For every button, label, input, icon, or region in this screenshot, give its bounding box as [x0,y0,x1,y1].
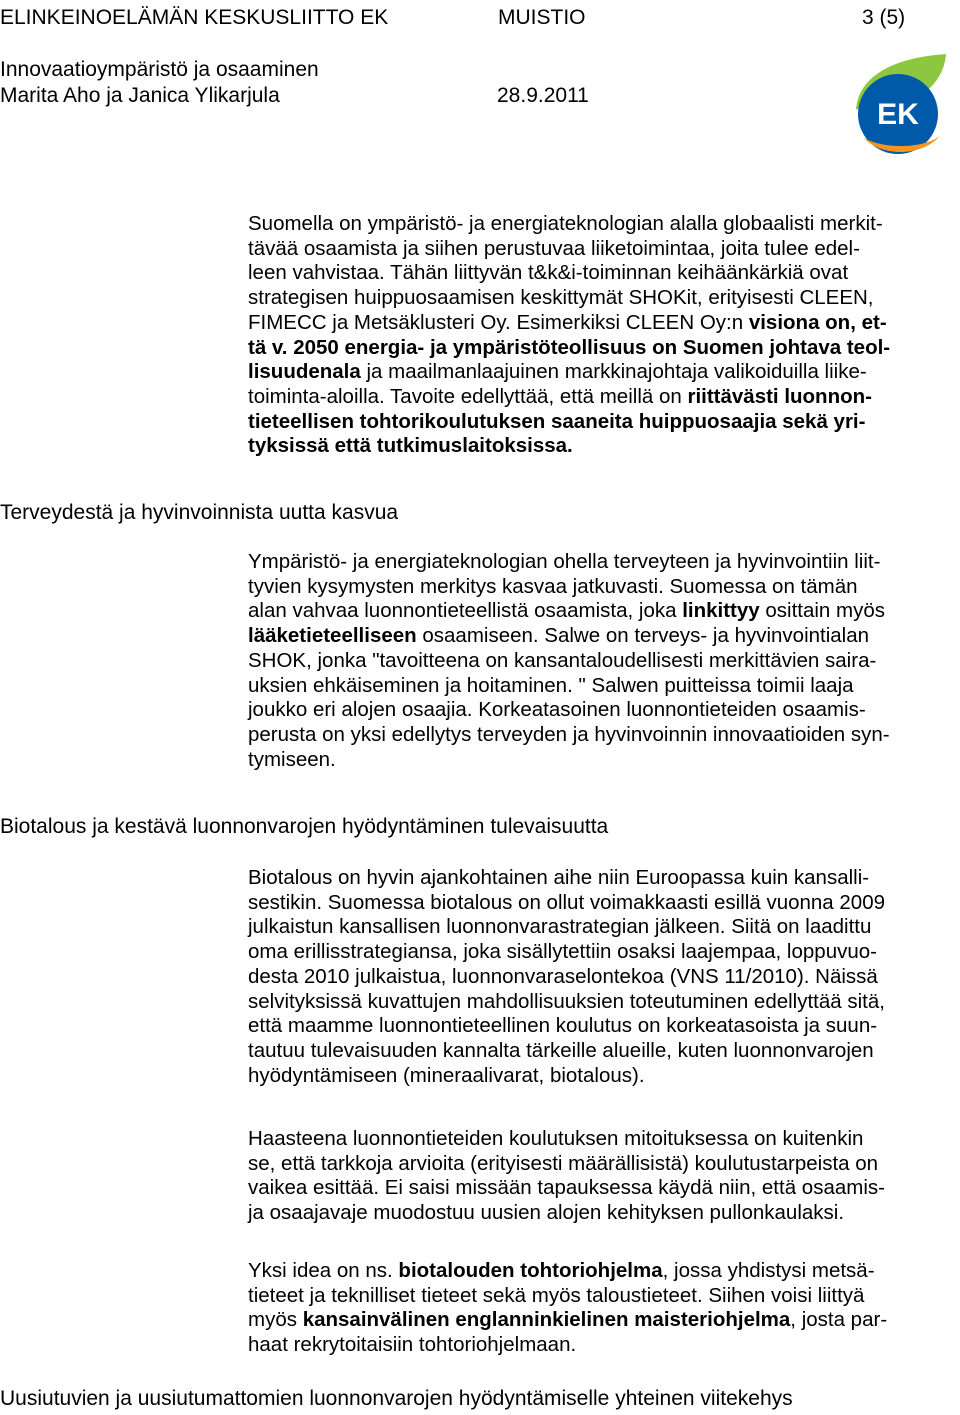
authors: Marita Aho ja Janica Ylikarjula [0,84,280,107]
document-type: MUISTIO [498,6,586,29]
ek-logo [850,52,950,160]
document-date: 28.9.2011 [497,84,589,107]
paragraph-health: Ympäristö- ja energiateknologian ohella terveyteen ja hyvinvointiin liit- tyvien kysymysten merkitys kasvaa jatkuvasti. Suomessa on tämän alan vahvaa luonnontieteellistä osaamista, joka linkittyy osittain myös lääketieteelliseen osaamiseen. Salwe on terveys- ja hyvinvointialan SHOK, jonka "tavoitteena on kansantaloudellisesti merkittävien saira- uksien ehkäiseminen ja hoitaminen. " Salwen puitteissa toimii laaja joukko eri alojen osaajia. Korkeatasoinen luonnontieteiden osaamis- perusta on yksi edellytys terveyden ja hyvinvoinnin innovaatioiden syn- tymiseen. [248,550,890,771]
unit-name: Innovaatioympäristö ja osaaminen [0,58,319,81]
paragraph-cleantech: Suomella on ympäristö- ja energiateknologian alalla globaalisti merkit- tävää osaamista ja siihen perustuvaa liiketoimintaa, joita tulee edel- leen vahvistaa. Tähän liittyvän t&k&i-toiminnan keihäänkärkiä ovat strategisen huippuosaamisen keskittymät SHOKit, erityisesti CLEEN, FIMECC ja Metsäklusteri Oy. Esimerkiksi CLEEN Oy:n visiona on, et- tä v. 2050 energia- ja ympäristöteollisuus on Suomen johtava teol- lisuudenala ja maailmanlaajuinen markkinajohtaja valikoiduilla liike- toiminta-aloilla. Tavoite edellyttää, että meillä on riittävästi luonnon- tieteellisen tohtorikoulutuksen saaneita huippuosaajia sekä yri- tyksissä että tutkimuslaitoksissa. [248,212,891,458]
paragraph-bioeconomy: Biotalous on hyvin ajankohtainen aihe niin Euroopassa kuin kansalli- sestikin. Suomessa biotalous on ollut voimakkaasti esillä vuonna 2009 julkaistun kansallisen luonnonvarastrategian jälkeen. Siitä on laadittu oma erillisstrategiansa, joka sisällytettiin osaksi laajempaa, loppuvuo- desta 2010 julkaistua, luonnonvaraselontekoa (VNS 11/2010). Näissä selvityksissä kuvattujen mahdollisuuksien toteutuminen edellyttää sitä, että maamme luonnontieteellinen koulutus on korkeatasoista ja suun- tautuu tulevaisuuden kannalta tärkeille alueille, kuten luonnonvarojen hyödyntämiseen (mineraalivarat, biotalous). [248,866,886,1087]
page-number: 3 (5) [862,6,906,29]
heading-health-wellbeing: Terveydestä ja hyvinvoinnista uutta kasvua [0,501,399,524]
paragraph-challenge: Haasteena luonnontieteiden koulutuksen mitoituksessa on kuitenkin se, että tarkkoja arvioita (erityisesti määrällisistä) koulutustarpeista on vaikea esittää. Ei saisi missään tapauksessa käydä niin, että osaamis- ja osaajavaje muodostuu uusien alojen kehityksen pullonkaulaksi. [248,1127,885,1225]
heading-natural-resources-framework: Uusiutuvien ja uusiutumattomien luonnonvarojen hyödyntämiselle yhteinen viitekehys [0,1387,793,1410]
heading-bioeconomy: Biotalous ja kestävä luonnonvarojen hyödyntäminen tulevaisuutta [0,815,609,838]
org-name: ELINKEINOELÄMÄN KESKUSLIITTO EK [0,6,389,29]
paragraph-doctoral-programme: Yksi idea on ns. biotalouden tohtoriohjelma, jossa yhdistysi metsä- tieteet ja teknilliset tieteet sekä myös taloustieteet. Siihen voisi liittyä myös kansainvälinen englanninkielinen maisteriohjelma, josta par- haat rekrytoitaisiin tohtoriohjelmaan. [248,1259,888,1357]
logo-text: EK [877,98,919,131]
